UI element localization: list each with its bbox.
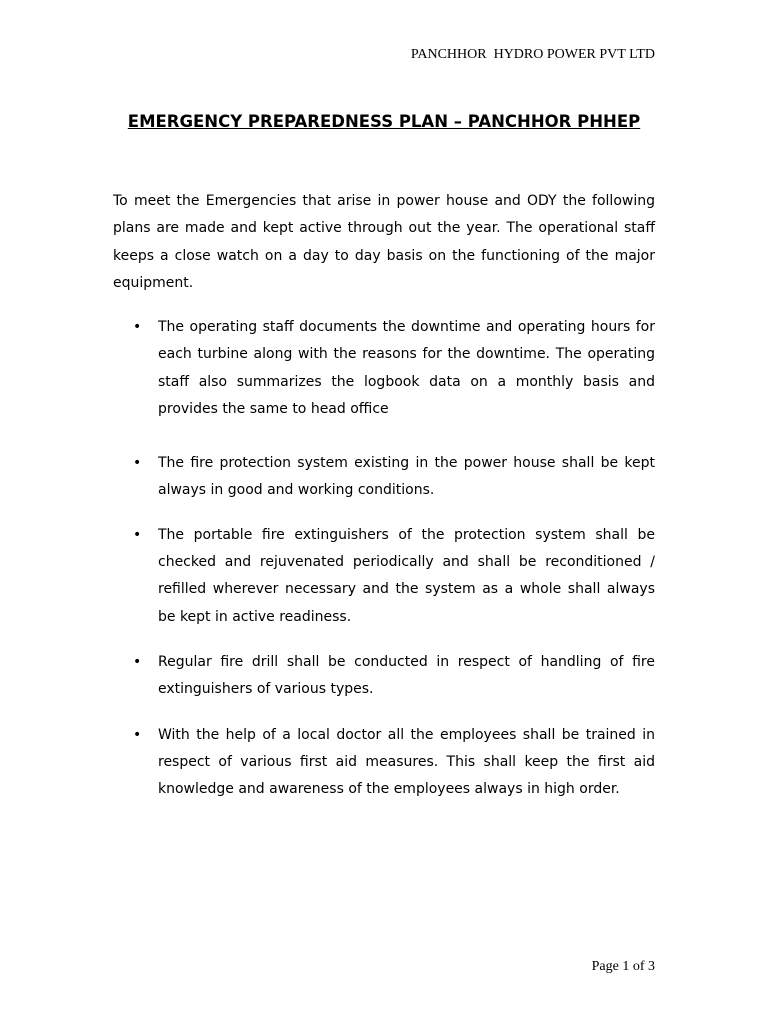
page-number: Page 1 of 3 <box>591 959 655 974</box>
list-item-text: The portable fire extinguishers of the protection system shall be checked and rejuvenated periodically and shall be reconditioned / refilled wherever necessary and the system as a whole shall always be kept in active readiness. <box>158 526 655 625</box>
list-item-text: Regular fire drill shall be conducted in respect of handling of fire extinguishers of various types. <box>158 653 655 698</box>
bullet-icon: • <box>133 653 142 670</box>
bullet-icon: • <box>133 455 142 472</box>
list-item <box>113 722 655 804</box>
list-item-text: The operating staff documents the downtime and operating hours for each turbine along with the reasons for the downtime. The operating staff also summarizes the logbook data on a monthly basis and provides the same to head office <box>158 319 655 417</box>
document-title: EMERGENCY PREPAREDNESS PLAN – PANCHHOR PHHEP <box>127 112 641 131</box>
page-header-company: PANCHHOR HYDRO POWER PVT LTD <box>410 47 655 62</box>
list-item <box>113 649 655 704</box>
bullet-icon: • <box>133 526 142 543</box>
list-item-text: The fire protection system existing in the power house shall be kept always in good and working conditions. <box>158 455 655 499</box>
list-item <box>113 450 655 505</box>
bullet-icon: • <box>133 726 142 743</box>
intro-paragraph: To meet the Emergencies that arise in power house and ODY the following plans are made and kept active through out the year. The operational staff keeps a close watch on a day to day basis on the functioning of the major equipment. <box>113 193 655 291</box>
list-item <box>113 314 655 423</box>
bullet-icon: • <box>133 319 142 335</box>
list-item <box>113 522 655 631</box>
list-item-text: With the help of a local doctor all the employees shall be trained in respect of various first aid measures. This shall keep the first aid knowledge and awareness of the employees always in high order. <box>158 726 655 798</box>
bullet-list <box>113 314 655 803</box>
